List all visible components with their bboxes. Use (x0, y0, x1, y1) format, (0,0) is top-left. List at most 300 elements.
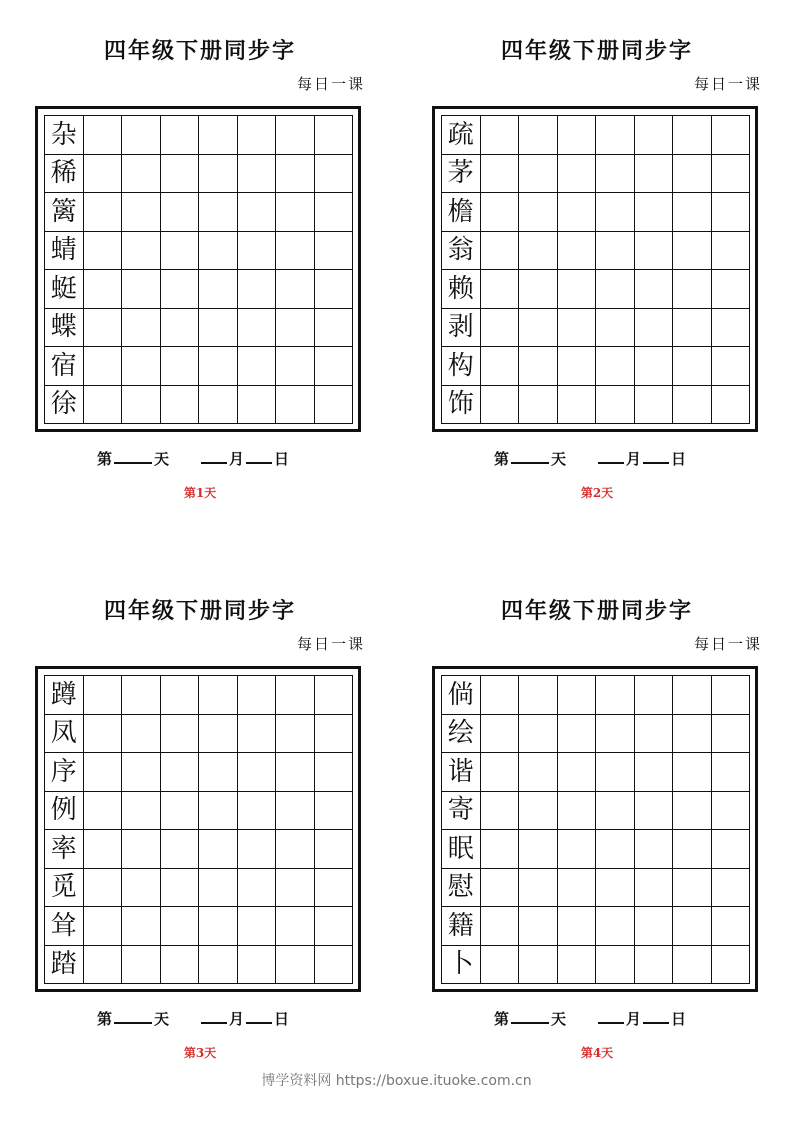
practice-cell[interactable] (673, 155, 712, 194)
practice-cell[interactable] (276, 830, 315, 869)
day-label: 第4天 (580, 1046, 614, 1060)
practice-cell[interactable] (712, 155, 751, 194)
practice-cell[interactable] (276, 270, 315, 309)
model-character-cell: 谐 (442, 753, 481, 792)
practice-cell[interactable] (712, 676, 751, 715)
practice-cell[interactable] (712, 946, 751, 985)
practice-cell[interactable] (84, 193, 123, 232)
practice-cell[interactable] (161, 753, 200, 792)
practice-cell[interactable] (276, 715, 315, 754)
day-word: 天 (551, 1010, 567, 1028)
practice-cell[interactable] (122, 869, 161, 908)
practice-cell[interactable] (122, 386, 161, 425)
practice-cell[interactable] (558, 676, 597, 715)
practice-cell[interactable] (199, 907, 238, 946)
practice-cell[interactable] (84, 792, 123, 831)
practice-cell[interactable] (673, 753, 712, 792)
practice-cell[interactable] (673, 792, 712, 831)
practice-cell[interactable] (558, 270, 597, 309)
model-character-cell: 倘 (442, 676, 481, 715)
practice-cell[interactable] (238, 347, 277, 386)
practice-cell[interactable] (161, 792, 200, 831)
practice-cell[interactable] (315, 232, 354, 271)
practice-cell[interactable] (161, 907, 200, 946)
practice-cell[interactable] (558, 386, 597, 425)
practice-cell[interactable] (558, 232, 597, 271)
date-line (494, 1008, 686, 1029)
practice-cell[interactable] (558, 715, 597, 754)
footer-watermark: 博学资料网 https://boxue.ituoke.com.cn (261, 1073, 532, 1089)
practice-cell[interactable] (84, 869, 123, 908)
practice-cell[interactable] (122, 676, 161, 715)
practice-cell[interactable] (519, 792, 558, 831)
worksheet-title: 四年级下册同步字 (500, 598, 693, 624)
practice-cell[interactable] (315, 830, 354, 869)
practice-cell[interactable] (596, 116, 635, 155)
practice-cell[interactable] (238, 946, 277, 985)
practice-cell[interactable] (673, 270, 712, 309)
model-character-cell: 觅 (45, 869, 84, 908)
practice-cell[interactable] (276, 347, 315, 386)
practice-cell[interactable] (596, 715, 635, 754)
practice-cell[interactable] (673, 907, 712, 946)
practice-cell[interactable] (596, 753, 635, 792)
day-label: 第3天 (183, 1046, 217, 1060)
practice-cell[interactable] (635, 193, 674, 232)
practice-cell[interactable] (519, 116, 558, 155)
practice-cell[interactable] (635, 946, 674, 985)
practice-cell[interactable] (315, 116, 354, 155)
practice-cell[interactable] (519, 309, 558, 348)
practice-cell[interactable] (199, 715, 238, 754)
practice-cell[interactable] (519, 386, 558, 425)
practice-cell[interactable] (673, 946, 712, 985)
practice-cell[interactable] (519, 232, 558, 271)
practice-cell[interactable] (558, 869, 597, 908)
model-character-cell: 蹲 (45, 676, 84, 715)
practice-cell[interactable] (238, 907, 277, 946)
practice-cell[interactable] (276, 193, 315, 232)
practice-cell[interactable] (238, 232, 277, 271)
date-blank[interactable] (246, 1008, 272, 1024)
practice-cell[interactable] (673, 386, 712, 425)
worksheet-subtitle: 每日一课 (296, 635, 365, 653)
practice-cell[interactable] (558, 792, 597, 831)
practice-cell[interactable] (596, 869, 635, 908)
practice-cell[interactable] (84, 907, 123, 946)
practice-cell[interactable] (712, 907, 751, 946)
practice-cell[interactable] (519, 676, 558, 715)
practice-cell[interactable] (161, 116, 200, 155)
practice-cell[interactable] (481, 116, 520, 155)
model-character-cell: 篱 (45, 193, 84, 232)
month-blank[interactable] (598, 448, 624, 464)
date-line (97, 448, 289, 469)
practice-cell[interactable] (84, 232, 123, 271)
practice-cell[interactable] (481, 155, 520, 194)
day-number-blank[interactable] (511, 448, 549, 464)
month-blank[interactable] (598, 1008, 624, 1024)
practice-cell[interactable] (635, 155, 674, 194)
date-blank[interactable] (643, 448, 669, 464)
practice-cell[interactable] (519, 715, 558, 754)
practice-cell[interactable] (481, 309, 520, 348)
date-blank[interactable] (246, 448, 272, 464)
practice-cell[interactable] (238, 386, 277, 425)
practice-cell[interactable] (558, 753, 597, 792)
day-word: 天 (154, 1010, 170, 1028)
practice-cell[interactable] (276, 155, 315, 194)
practice-cell[interactable] (712, 715, 751, 754)
practice-cell[interactable] (673, 193, 712, 232)
practice-cell[interactable] (481, 946, 520, 985)
practice-cell[interactable] (161, 830, 200, 869)
model-character-cell: 蜓 (45, 270, 84, 309)
model-character-cell: 疏 (442, 116, 481, 155)
date-word: 日 (671, 1010, 687, 1028)
practice-cell[interactable] (673, 116, 712, 155)
model-character-cell: 蝶 (45, 309, 84, 348)
model-character-cell: 序 (45, 753, 84, 792)
practice-cell[interactable] (558, 155, 597, 194)
practice-cell[interactable] (161, 715, 200, 754)
practice-cell[interactable] (481, 347, 520, 386)
practice-cell[interactable] (315, 907, 354, 946)
practice-cell[interactable] (238, 830, 277, 869)
practice-cell[interactable] (315, 715, 354, 754)
practice-cell[interactable] (635, 676, 674, 715)
practice-cell[interactable] (276, 792, 315, 831)
practice-cell[interactable] (673, 830, 712, 869)
practice-cell[interactable] (315, 676, 354, 715)
model-character-cell: 率 (45, 830, 84, 869)
practice-cell[interactable] (276, 753, 315, 792)
model-character-cell: 例 (45, 792, 84, 831)
practice-cell[interactable] (84, 753, 123, 792)
practice-cell[interactable] (558, 946, 597, 985)
practice-cell[interactable] (481, 869, 520, 908)
practice-cell[interactable] (161, 232, 200, 271)
month-word: 月 (626, 450, 642, 468)
practice-cell[interactable] (161, 155, 200, 194)
date-line (494, 448, 686, 469)
month-word: 月 (229, 1010, 245, 1028)
practice-cell[interactable] (635, 869, 674, 908)
practice-cell[interactable] (558, 347, 597, 386)
practice-cell[interactable] (596, 309, 635, 348)
practice-cell[interactable] (712, 792, 751, 831)
practice-cell[interactable] (161, 270, 200, 309)
day-number-blank[interactable] (114, 1008, 152, 1024)
model-character-cell: 卜 (442, 946, 481, 985)
practice-cell[interactable] (199, 869, 238, 908)
practice-cell[interactable] (315, 347, 354, 386)
practice-cell[interactable] (122, 792, 161, 831)
practice-cell[interactable] (635, 830, 674, 869)
date-word: 日 (671, 450, 687, 468)
practice-cell[interactable] (84, 946, 123, 985)
model-character-cell: 茅 (442, 155, 481, 194)
practice-cell[interactable] (596, 193, 635, 232)
practice-cell[interactable] (673, 347, 712, 386)
practice-cell[interactable] (635, 232, 674, 271)
practice-cell[interactable] (276, 676, 315, 715)
practice-cell[interactable] (161, 193, 200, 232)
practice-cell[interactable] (635, 386, 674, 425)
practice-cell[interactable] (519, 155, 558, 194)
practice-cell[interactable] (315, 946, 354, 985)
model-character-cell: 构 (442, 347, 481, 386)
model-character-cell: 赖 (442, 270, 481, 309)
practice-cell[interactable] (596, 347, 635, 386)
practice-cell[interactable] (276, 907, 315, 946)
practice-cell[interactable] (596, 232, 635, 271)
worksheet-title: 四年级下册同步字 (500, 38, 693, 64)
practice-cell[interactable] (84, 116, 123, 155)
practice-cell[interactable] (315, 155, 354, 194)
practice-cell[interactable] (199, 830, 238, 869)
practice-cell[interactable] (122, 155, 161, 194)
practice-cell[interactable] (199, 155, 238, 194)
practice-cell[interactable] (199, 386, 238, 425)
practice-cell[interactable] (635, 270, 674, 309)
practice-cell[interactable] (122, 753, 161, 792)
practice-cell[interactable] (122, 116, 161, 155)
practice-cell[interactable] (199, 753, 238, 792)
practice-cell[interactable] (635, 792, 674, 831)
day-number-blank[interactable] (114, 448, 152, 464)
practice-cell[interactable] (315, 753, 354, 792)
practice-cell[interactable] (315, 270, 354, 309)
practice-cell[interactable] (84, 715, 123, 754)
writing-grid-frame (35, 106, 361, 432)
model-character-cell: 寄 (442, 792, 481, 831)
practice-cell[interactable] (122, 830, 161, 869)
practice-cell[interactable] (276, 869, 315, 908)
model-character-cell: 稀 (45, 155, 84, 194)
practice-cell[interactable] (199, 116, 238, 155)
practice-cell[interactable] (315, 309, 354, 348)
practice-cell[interactable] (199, 676, 238, 715)
practice-cell[interactable] (558, 309, 597, 348)
writing-grid (44, 675, 353, 984)
date-line (97, 1008, 289, 1029)
model-character-cell: 翁 (442, 232, 481, 271)
practice-cell[interactable] (481, 270, 520, 309)
practice-cell[interactable] (519, 347, 558, 386)
practice-cell[interactable] (315, 792, 354, 831)
day-label: 第1天 (183, 486, 217, 500)
practice-cell[interactable] (199, 309, 238, 348)
practice-cell[interactable] (276, 386, 315, 425)
practice-cell[interactable] (596, 386, 635, 425)
day-number-blank[interactable] (511, 1008, 549, 1024)
practice-cell[interactable] (481, 753, 520, 792)
practice-cell[interactable] (673, 676, 712, 715)
date-word: 日 (274, 450, 290, 468)
practice-cell[interactable] (596, 792, 635, 831)
practice-cell[interactable] (712, 232, 751, 271)
practice-cell[interactable] (596, 270, 635, 309)
practice-cell[interactable] (673, 869, 712, 908)
practice-cell[interactable] (84, 676, 123, 715)
date-blank[interactable] (643, 1008, 669, 1024)
practice-cell[interactable] (84, 309, 123, 348)
day-word: 天 (154, 450, 170, 468)
practice-cell[interactable] (519, 907, 558, 946)
practice-cell[interactable] (673, 309, 712, 348)
practice-cell[interactable] (122, 347, 161, 386)
day-word: 天 (551, 450, 567, 468)
model-character-cell: 饰 (442, 386, 481, 425)
month-blank[interactable] (201, 1008, 227, 1024)
practice-cell[interactable] (558, 116, 597, 155)
practice-cell[interactable] (238, 270, 277, 309)
practice-cell[interactable] (84, 347, 123, 386)
date-prefix: 第 (97, 450, 113, 468)
practice-cell[interactable] (276, 232, 315, 271)
writing-grid-frame (432, 666, 758, 992)
model-character-cell: 慰 (442, 869, 481, 908)
practice-cell[interactable] (673, 232, 712, 271)
practice-cell[interactable] (315, 386, 354, 425)
practice-cell[interactable] (558, 193, 597, 232)
practice-cell[interactable] (122, 193, 161, 232)
practice-cell[interactable] (238, 715, 277, 754)
practice-cell[interactable] (122, 232, 161, 271)
practice-cell[interactable] (199, 232, 238, 271)
writing-grid (44, 115, 353, 424)
month-word: 月 (626, 1010, 642, 1028)
writing-grid-frame (432, 106, 758, 432)
practice-cell[interactable] (596, 830, 635, 869)
month-word: 月 (229, 450, 245, 468)
practice-cell[interactable] (161, 869, 200, 908)
date-prefix: 第 (494, 450, 510, 468)
practice-cell[interactable] (122, 946, 161, 985)
model-character-cell: 耸 (45, 907, 84, 946)
worksheet-title: 四年级下册同步字 (103, 38, 296, 64)
practice-cell[interactable] (712, 309, 751, 348)
date-prefix: 第 (97, 1010, 113, 1028)
practice-cell[interactable] (238, 792, 277, 831)
practice-cell[interactable] (673, 715, 712, 754)
practice-cell[interactable] (238, 753, 277, 792)
practice-cell[interactable] (161, 946, 200, 985)
practice-cell[interactable] (199, 270, 238, 309)
practice-cell[interactable] (122, 309, 161, 348)
writing-grid (441, 115, 750, 424)
practice-cell[interactable] (84, 155, 123, 194)
practice-cell[interactable] (84, 270, 123, 309)
month-blank[interactable] (201, 448, 227, 464)
practice-cell[interactable] (558, 907, 597, 946)
practice-cell[interactable] (122, 270, 161, 309)
practice-cell[interactable] (519, 830, 558, 869)
practice-cell[interactable] (238, 193, 277, 232)
date-prefix: 第 (494, 1010, 510, 1028)
practice-cell[interactable] (519, 869, 558, 908)
practice-cell[interactable] (276, 309, 315, 348)
practice-cell[interactable] (84, 386, 123, 425)
practice-cell[interactable] (712, 270, 751, 309)
practice-cell[interactable] (635, 753, 674, 792)
practice-cell[interactable] (481, 830, 520, 869)
practice-cell[interactable] (315, 193, 354, 232)
practice-cell[interactable] (84, 830, 123, 869)
practice-cell[interactable] (481, 193, 520, 232)
practice-cell[interactable] (635, 347, 674, 386)
practice-cell[interactable] (161, 347, 200, 386)
practice-cell[interactable] (199, 946, 238, 985)
practice-cell[interactable] (122, 715, 161, 754)
practice-cell[interactable] (635, 907, 674, 946)
practice-cell[interactable] (712, 347, 751, 386)
practice-cell[interactable] (712, 753, 751, 792)
practice-cell[interactable] (315, 869, 354, 908)
practice-cell[interactable] (238, 869, 277, 908)
practice-cell[interactable] (596, 907, 635, 946)
practice-cell[interactable] (161, 386, 200, 425)
practice-cell[interactable] (276, 116, 315, 155)
day-label: 第2天 (580, 486, 614, 500)
model-character-cell: 籍 (442, 907, 481, 946)
model-character-cell: 剥 (442, 309, 481, 348)
practice-cell[interactable] (122, 907, 161, 946)
practice-cell[interactable] (276, 946, 315, 985)
practice-cell[interactable] (519, 270, 558, 309)
practice-cell[interactable] (712, 830, 751, 869)
practice-cell[interactable] (199, 193, 238, 232)
practice-cell[interactable] (481, 386, 520, 425)
practice-cell[interactable] (238, 676, 277, 715)
practice-cell[interactable] (712, 116, 751, 155)
practice-cell[interactable] (596, 155, 635, 194)
practice-cell[interactable] (199, 347, 238, 386)
practice-cell[interactable] (712, 386, 751, 425)
practice-cell[interactable] (596, 946, 635, 985)
practice-cell[interactable] (635, 715, 674, 754)
practice-cell[interactable] (161, 309, 200, 348)
model-character-cell: 宿 (45, 347, 84, 386)
worksheet-subtitle: 每日一课 (296, 75, 365, 93)
practice-cell[interactable] (238, 116, 277, 155)
practice-cell[interactable] (635, 116, 674, 155)
model-character-cell: 绘 (442, 715, 481, 754)
practice-cell[interactable] (481, 232, 520, 271)
practice-cell[interactable] (558, 830, 597, 869)
model-character-cell: 蜻 (45, 232, 84, 271)
practice-cell[interactable] (712, 193, 751, 232)
practice-cell[interactable] (238, 309, 277, 348)
practice-cell[interactable] (161, 676, 200, 715)
practice-cell[interactable] (481, 715, 520, 754)
practice-cell[interactable] (635, 309, 674, 348)
practice-cell[interactable] (596, 676, 635, 715)
practice-cell[interactable] (712, 869, 751, 908)
practice-cell[interactable] (199, 792, 238, 831)
practice-cell[interactable] (481, 676, 520, 715)
practice-cell[interactable] (238, 155, 277, 194)
practice-cell[interactable] (481, 792, 520, 831)
model-character-cell: 眠 (442, 830, 481, 869)
practice-cell[interactable] (519, 753, 558, 792)
practice-cell[interactable] (481, 907, 520, 946)
writing-grid (441, 675, 750, 984)
model-character-cell: 踏 (45, 946, 84, 985)
practice-cell[interactable] (519, 946, 558, 985)
practice-cell[interactable] (519, 193, 558, 232)
